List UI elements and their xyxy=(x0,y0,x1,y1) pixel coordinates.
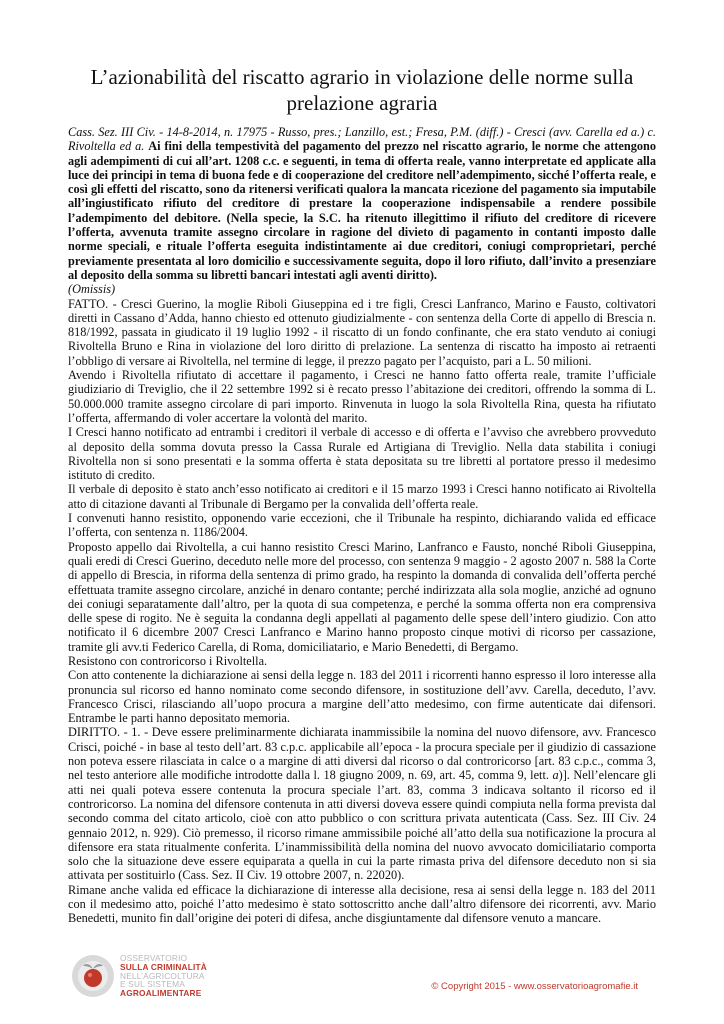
diritto-paragraph xyxy=(68,725,656,882)
text-paragraph: Con atto contenente la dichiarazione ai sensi della legge n. 183 del 2011 i ricorrenti hanno espresso il loro interesse alla pronuncia sul ricorso ed hanno nominato come secondo difensore, in sostituzione dell’avv. Carella, deceduto, l’avv. Francesco Crisci, rilasciando all’uopo procura a margine dell’atto medesimo, con firme autenticate dai difensori. Entrambe le parti hanno depositato memoria. xyxy=(68,668,656,726)
omissis-label: (Omissis) xyxy=(68,282,116,297)
logo-text xyxy=(120,954,207,998)
document-body xyxy=(68,125,656,926)
diritto-text-start: DIRITTO. - 1. - Deve essere preliminarmente dichiarata inammissibile la nomina del nuovo difensore, avv. Francesco Crisci, poiché - in base al testo dell’art. 83 c.p.c. applicabile all’epoca - la procura speciale per il giudizio di cassazione non poteva essere rilasciata in calce o a margine di atti diversi dal ricorso o dal controricorso [art. 83 c.p.c., comma 3, nel testo anteriore alle modifiche introdotte dalla l. 18 giugno 2009, n. 69, art. 45, comma 9, lett. xyxy=(68,725,656,783)
last-paragraph: Rimane anche valida ed efficace la dichiarazione di interesse alla decisione, resa ai sensi della legge n. 183 del 2011 con il medesimo atto, poiché l’atto medesimo è stato sottoscritto anche dall’altro difensore dei ricorrenti, avv. Mario Benedetti, munito fin dall’origine dei poteri di difesa, anche disgiuntamente dal difensore venuto a mancare. xyxy=(68,882,656,926)
logo-line: E SUL SISTEMA xyxy=(120,979,185,990)
massima-text: Ai fini della tempestività del pagamento del prezzo nel riscatto agrario, le norme che attengono agli adempimenti di cui all’art. 1208 c.c. e seguenti, in tema di offerta reale, vanno interpretate ed applicate alla luce dei principi in tema di buona fede e di cooperazione del creditore nell’adempimento, sicché l’offerta reale, e così gli effetti del riscatto, sono da ritenersi verificati qualora la mancata ricezione del pagamento sia imputabile all’ingiustificato rifiuto del creditore di prestare la cooperazione indispensabile a rendere possibile l’adempimento del debitore. (Nella specie, la S.C. ha ritenuto illegittimo il rifiuto del creditore di ricevere l’offerta, avvenuta tramite assegno circolare in ragione del divieto di pagamento in contanti imposto dalle norme speciali, e rituale l’offerta eseguita indistintamente ai due creditori, coniugi comproprietari, perché previamente presentata al loro domicilio e successivamente seguita, dopo il loro rifiuto, dall’invito a presenziare al deposito della somma su libretti bancari intestati agli aventi diritto). xyxy=(68,139,657,282)
logo-line: NELL’AGRICOLTURA xyxy=(120,970,205,981)
diritto-text-end: )]. Nell’elencare gli atti nei quali poteva essere contenuta la procura speciale l’art. 83, comma 3 indicava soltanto il ricorso ed il controricorso. La nomina del difensore contenuta in atti diversi doveva essere quindi compiuta nella forma prevista dal secondo comma del citato articolo, cioè con atto pubblico o con scrittura privata autenticata (Cass. Sez. III Civ. 24 gennaio 2012, n. 929). Ciò premesso, il ricorso rimane ammissibile poiché all’atto della sua notificazione la procura al difensore era stata ritualmente conferita. L’inammissibilità della nomina del nuovo avvocato domiciliatario comporta solo che la situazione deve essere equiparata a quella in cui la parte rimasta priva del difensore deceduto non si sia attivata per sostituirlo (Cass. Sez. II Civ. 19 ottobre 2007, n. 22020). xyxy=(68,768,656,883)
text-paragraph: Avendo i Rivoltella rifiutato di accettare il pagamento, i Cresci ne hanno fatto offerta reale, tramite l’ufficiale giudiziario di Treviglio, che il 22 settembre 1992 si è recato presso l’abitazione dei creditori, offrendo la somma di L. 50.000.000 tramite assegno circolare di pari importo. Rinvenuta in luogo la sola Rivoltella Rina, questa ha rifiutato l’offerta, affermando di voler accertare la volontà del marito. xyxy=(68,368,656,425)
logo-line: AGROALIMENTARE xyxy=(120,988,202,999)
logo-line: SULLA CRIMINALITÀ xyxy=(120,961,207,972)
fatto-paragraph: FATTO. - Cresci Guerino, la moglie Riboli Giuseppina ed i tre figli, Cresci Lanfranco, Marino e Fausto, coltivatori diretti in Cassano d’Adda, hanno chiesto ed ottenuto giudizialmente - con sentenza della Corte di appello di Brescia n. 818/1992, passata in giudicato il 19 luglio 1992 - il riscatto di un fondo confinante, che era stato venduto ai coniugi Rivoltella Bruno e Rina in violazione del loro diritto di prelazione. La sentenza di riscatto ha imposto ai retraenti l’obbligo di versare ai Rivoltella, nel termine di legge, il prezzo pagato per l’acquisto, pari a L. 50 milioni. xyxy=(68,296,656,368)
text-paragraph: I convenuti hanno resistito, opponendo varie eccezioni, che il Tribunale ha respinto, dichiarando valida ed efficace l’offerta, con sentenza n. 1186/2004. xyxy=(68,511,656,540)
footer-logo xyxy=(70,948,310,1004)
copyright-link[interactable]: © Copyright 2015 - www.osservatorioagromafie.it xyxy=(431,981,638,992)
text-paragraph: I Cresci hanno notificato ad entrambi i creditori il verbale di accesso e di offerta e l’avviso che avrebbero provveduto al deposito della somma dovuta presso la Cassa Rurale ed Artigiana di Treviglio. Nella data stabilita i coniugi Rivoltella non si sono presentati e la somma offerta è stata depositata su tre libretti al portatore presso il medesimo istituto di credito. xyxy=(68,425,656,483)
text-paragraph: Il verbale di deposito è stato anch’esso notificato ai creditori e il 15 marzo 1993 i Cresci hanno notificato ai Rivoltella atto di citazione davanti al Tribunale di Bergamo per la convalida dell’offerta reale. xyxy=(68,482,656,511)
text-paragraph: Proposto appello dai Rivoltella, a cui hanno resistito Cresci Marino, Lanfranco e Fausto, nonché Riboli Giuseppina, quali eredi di Cresci Guerino, deceduto nelle more del processo, con sentenza 9 maggio - 2 agosto 2007 n. 588 la Corte di appello di Brescia, in riforma della sentenza di primo grado, ha respinto la domanda di convalida dell’offerta perché effettuata tramite assegno circolare, anziché in denaro contante; perché indirizzata alla sola moglie, anziché ad ognuno dei coniugi separatamente dall’altro, per la quota di sua competenza, e perché la somma offerta non era comprensiva delle spese di rogito. Ne è seguita la condanna degli appellati al pagamento delle spese dell’intero giudizio. Con atto notificato il 6 dicembre 2007 Cresci Lanfranco e Marino hanno proposto cinque motivi di ricorso per cassazione, tramite gli avv.ti Federico Carella, di Roma, domiciliatario, e Mario Benedetti, di Bergamo. xyxy=(68,539,656,654)
diritto-letter: a xyxy=(552,768,559,783)
text-paragraph: Resistono con controricorso i Rivoltella. xyxy=(68,653,268,668)
massima-paragraph xyxy=(68,125,656,282)
logo-line: OSSERVATORIO xyxy=(120,953,188,963)
page-title: L’azionabilità del riscatto agrario in violazione delle norme sulla prelazione agraria xyxy=(90,65,634,115)
observatory-logo-icon xyxy=(70,953,116,999)
case-citation: Cass. Sez. III Civ. - 14-8-2014, n. 17975 - Russo, pres.; Lanzillo, est.; Fresa, P.M. (diff.) - Cresci (avv. Carella ed a.) c. Rivoltella ed a. xyxy=(68,125,656,154)
